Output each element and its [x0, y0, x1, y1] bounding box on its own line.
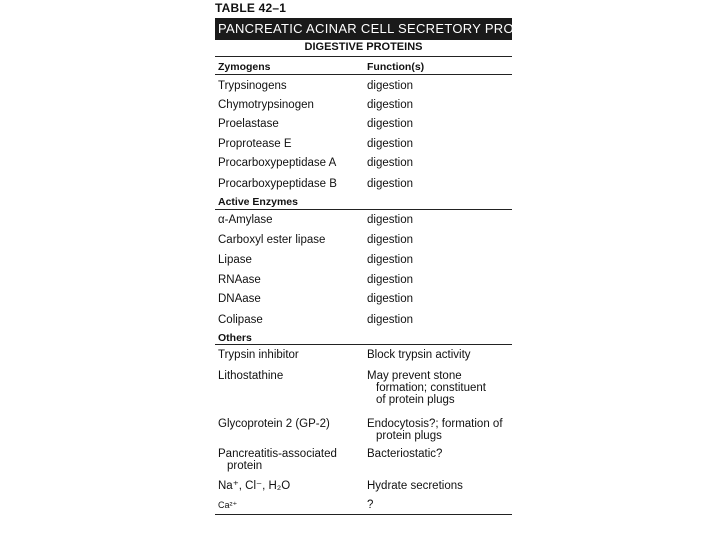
protein-function: digestion [367, 314, 414, 326]
protein-function: digestion [367, 118, 414, 130]
protein-function: digestion [367, 234, 414, 246]
table-title: PANCREATIC ACINAR CELL SECRETORY PRODUCTS [215, 18, 512, 40]
protein-name: Pancreatitis-associated protein [218, 448, 337, 472]
protein-function: Block trypsin activity [367, 349, 471, 361]
divider [215, 344, 512, 345]
protein-name: Trypsin inhibitor [218, 349, 299, 361]
protein-function: ? [367, 499, 374, 511]
column-header-functions: Function(s) [367, 61, 425, 73]
divider [215, 56, 512, 57]
protein-function: digestion [367, 293, 414, 305]
protein-name: Chymotrypsinogen [218, 99, 314, 111]
divider [215, 74, 512, 75]
protein-name: Carboxyl ester lipase [218, 234, 326, 246]
protein-function: digestion [367, 254, 414, 266]
divider [215, 209, 512, 210]
protein-name: RNAase [218, 274, 261, 286]
protein-name: Procarboxypeptidase A [218, 157, 337, 169]
protein-function: May prevent stone formation; constituent of protein plugs [367, 370, 486, 406]
table-number: TABLE 42–1 [215, 1, 287, 15]
protein-function: digestion [367, 274, 414, 286]
table-subheading: DIGESTIVE PROTEINS [304, 41, 423, 53]
protein-name: Procarboxypeptidase B [218, 178, 337, 190]
protein-function: digestion [367, 138, 414, 150]
section-heading-others: Others [218, 332, 252, 344]
protein-name: Lipase [218, 254, 252, 266]
protein-function: Bacteriostatic? [367, 448, 443, 460]
protein-name: Glycoprotein 2 (GP-2) [218, 418, 330, 430]
protein-function: Endocytosis?; formation of protein plugs [367, 418, 503, 442]
protein-name: Ca²⁺ [218, 500, 238, 510]
protein-name: Lithostathine [218, 370, 284, 382]
protein-name: Na⁺, Cl⁻, H₂O [218, 480, 291, 492]
protein-function: digestion [367, 214, 414, 226]
protein-function: digestion [367, 178, 414, 190]
protein-function: digestion [367, 157, 414, 169]
protein-name: Proelastase [218, 118, 279, 130]
protein-name: Trypsinogens [218, 80, 287, 92]
protein-name: Proprotease E [218, 138, 292, 150]
protein-name: Colipase [218, 314, 263, 326]
table-bottom-rule [215, 514, 512, 515]
column-header-zymogens: Zymogens [218, 61, 271, 73]
protein-name: DNAase [218, 293, 261, 305]
protein-name: α-Amylase [218, 214, 273, 226]
section-heading-active-enzymes: Active Enzymes [218, 196, 298, 208]
protein-function: Hydrate secretions [367, 480, 463, 492]
protein-function: digestion [367, 80, 414, 92]
protein-function: digestion [367, 99, 414, 111]
